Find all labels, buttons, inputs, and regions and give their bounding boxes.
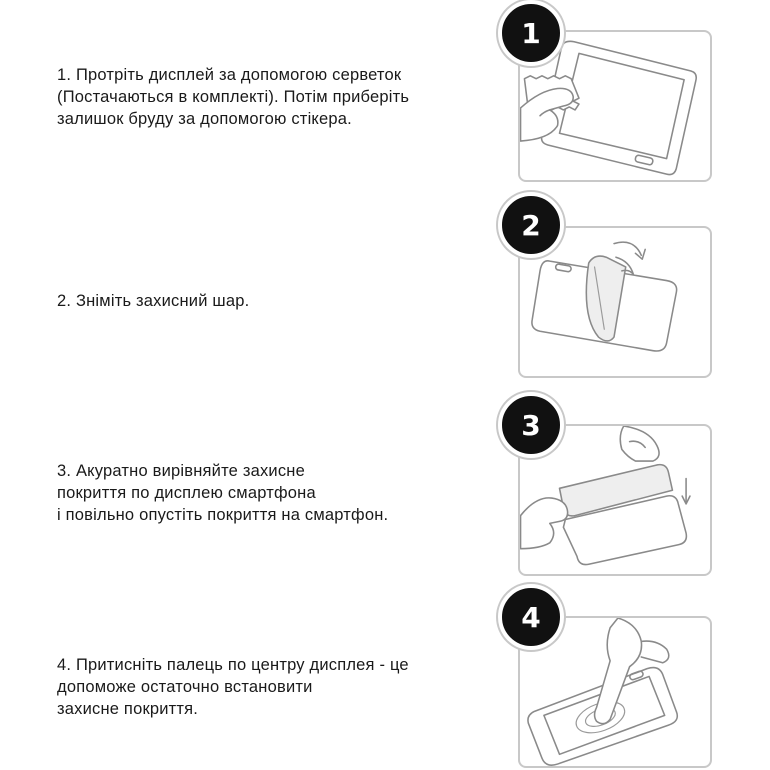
step-3-line-1: 3. Акуратно вирівняйте захисне [57,462,305,480]
step-1-line-3: залишок бруду за допомогою стікера. [57,110,352,128]
step-1-badge: 1 [498,0,564,66]
step-3-line-3: і повільно опустіть покриття на смартфон. [57,506,389,524]
step-1-line-1: 1. Протріть дисплей за допомогою серветок [57,66,402,84]
step-4-badge: 4 [498,584,564,650]
step-3-line-2: покриття по дисплею смартфона [57,484,316,502]
step-3-instructions [57,460,388,526]
step-4-instructions [57,654,409,720]
step-4-line-1: 4. Притисніть палець по центру дисплея - це [57,656,409,674]
step-1-line-2: (Постачаються в комплекті). Потім приберіть [57,88,410,106]
step-1-instructions [57,64,409,130]
step-4-line-2: допоможе остаточно встановити [57,678,313,696]
step-4-line-3: захисне покриття. [57,700,199,718]
step-2-badge: 2 [498,192,564,258]
step-2-line-1: 2. Зніміть захисний шар. [57,292,250,310]
step-2-instructions [57,290,249,312]
step-3-badge: 3 [498,392,564,458]
